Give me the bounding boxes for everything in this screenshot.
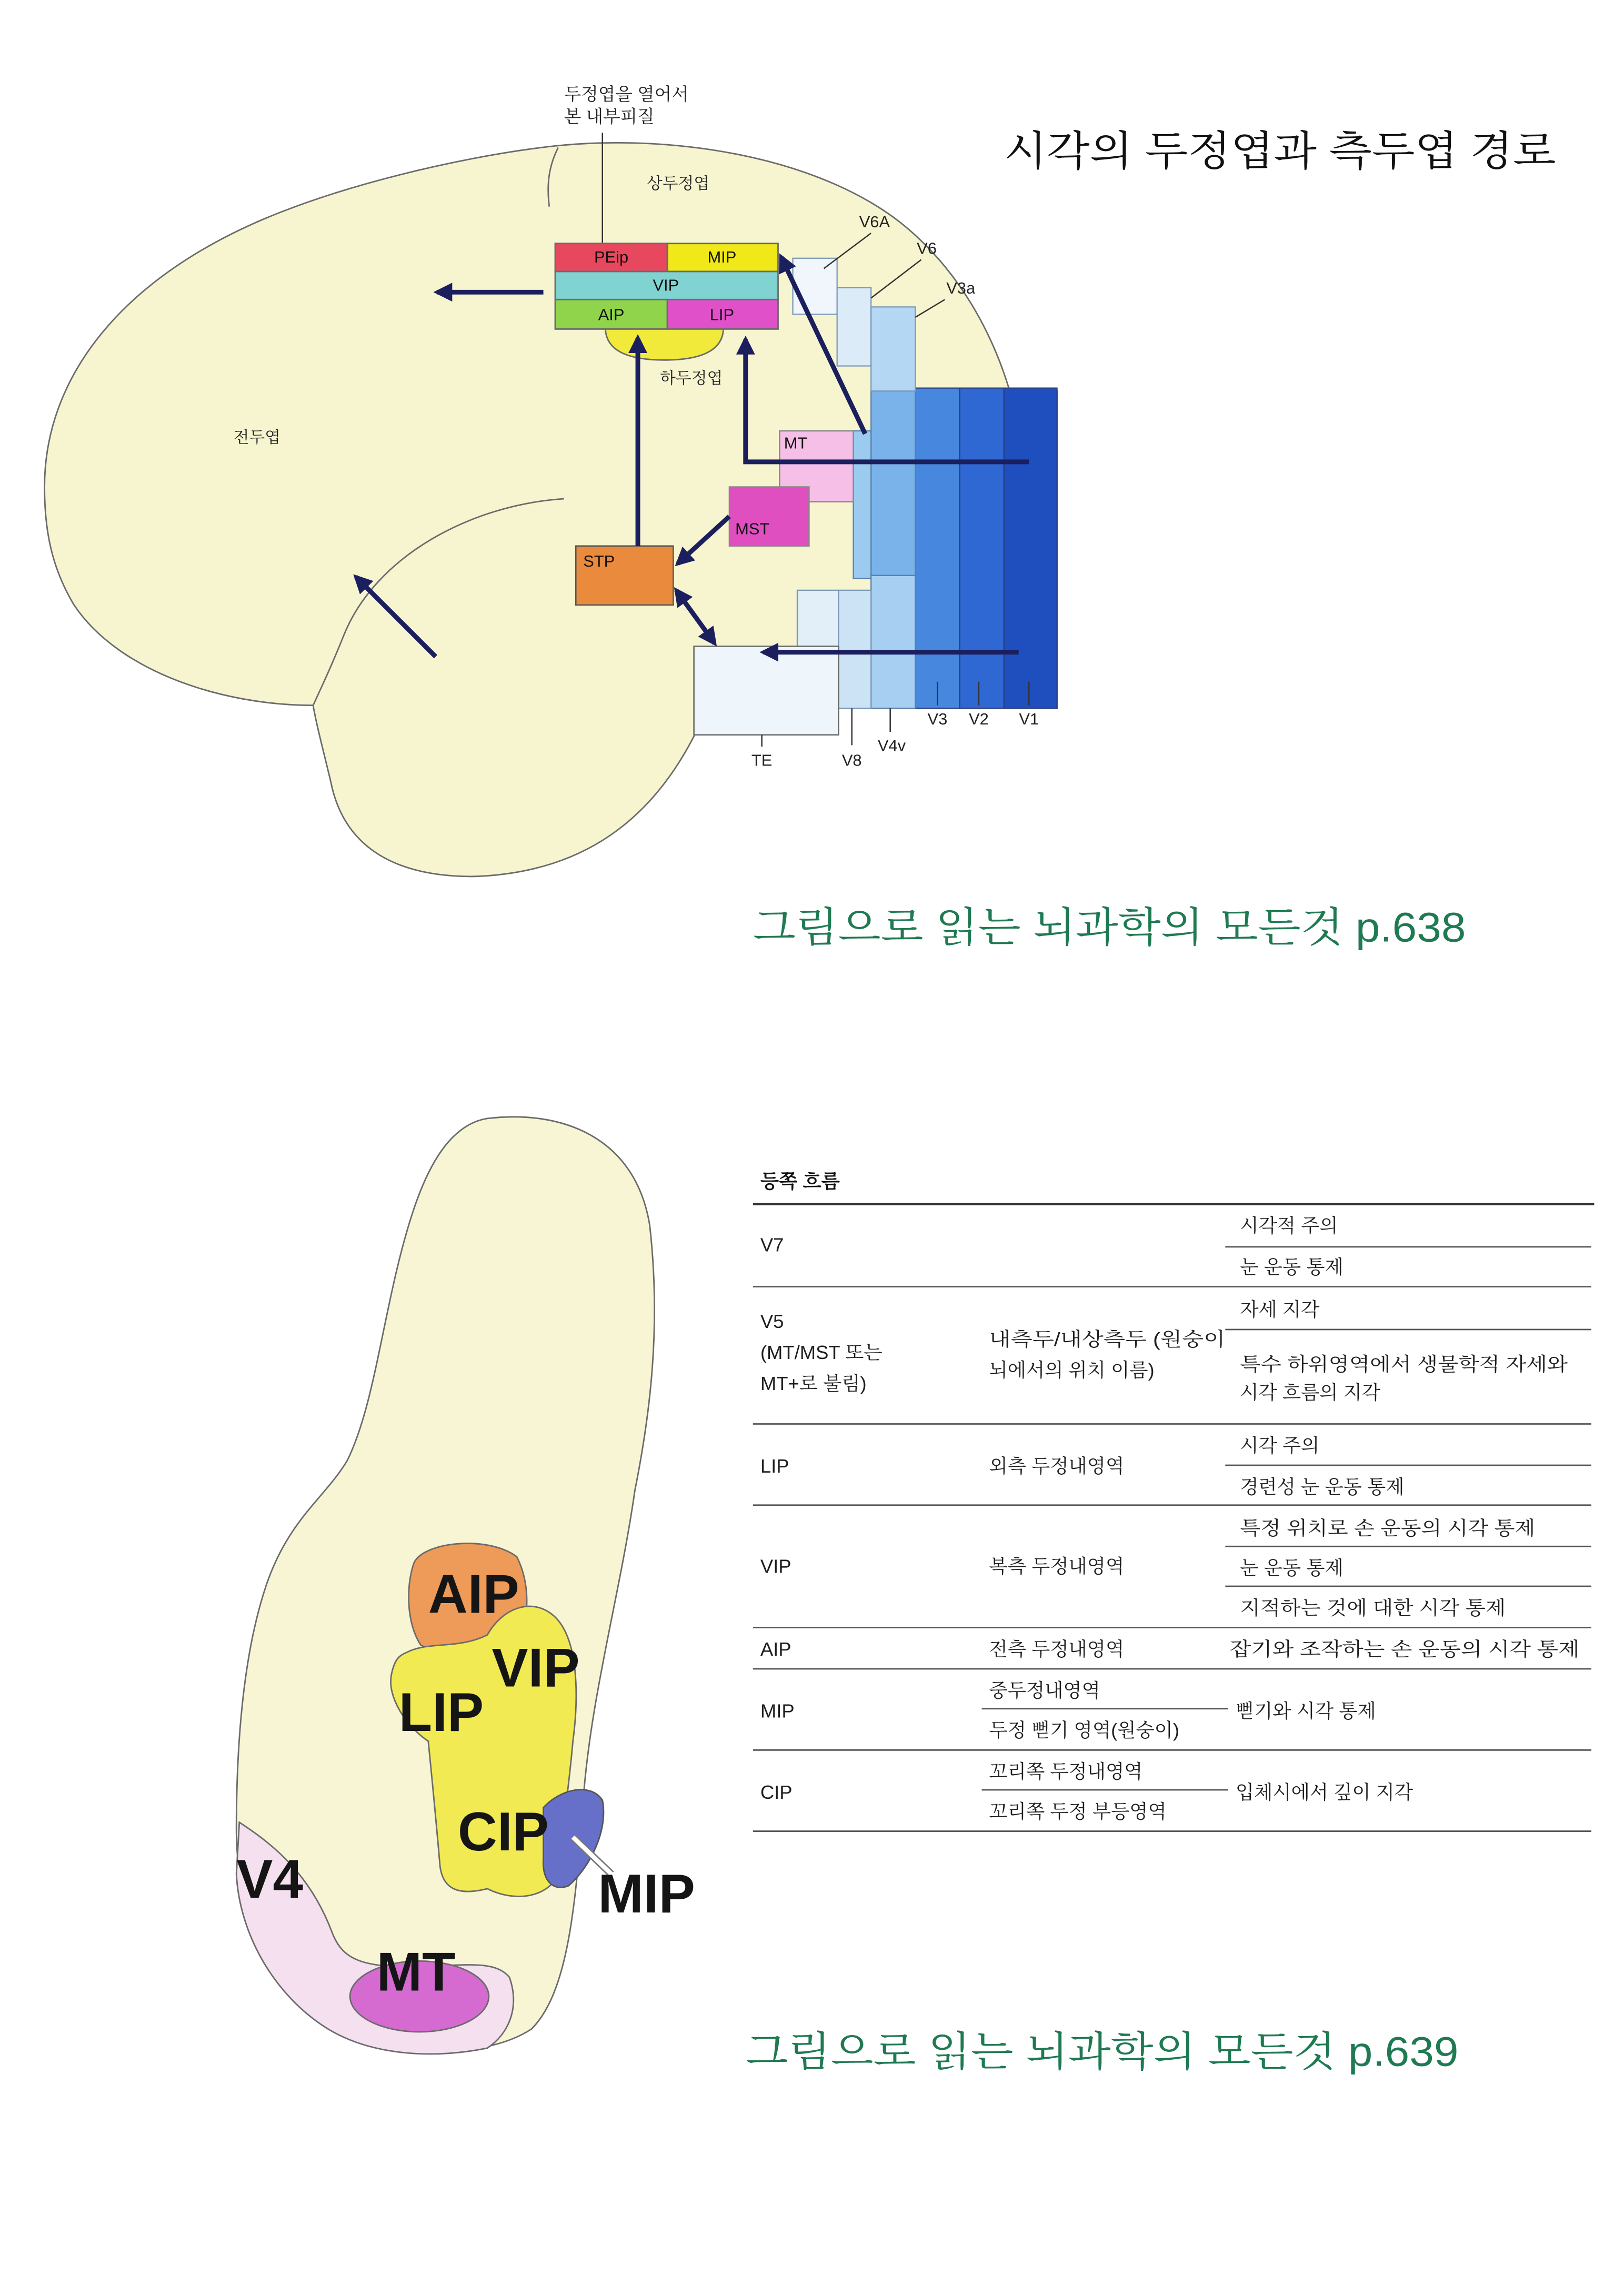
block-v6 — [837, 288, 871, 366]
table-cell-area: V7 — [760, 1234, 784, 1256]
table-cell-name: 외측 두정내영역 — [989, 1455, 1125, 1477]
block-v2 — [959, 388, 1004, 709]
table-cell-function: 자세 지각 — [1240, 1298, 1320, 1321]
table-cell-area: (MT/MST 또는 — [760, 1342, 883, 1364]
table-cell-name: 내측두/내상측두 (원숭이 — [989, 1328, 1226, 1350]
block-step — [854, 431, 871, 578]
table-cell-area: MT+로 불림) — [760, 1372, 867, 1394]
table-cell-name: 중두정내영역 — [989, 1679, 1100, 1701]
block-v3a-lower — [871, 391, 915, 576]
label-mip: MIP — [707, 248, 737, 267]
table-heading: 등쪽 흐름 — [760, 1170, 840, 1192]
region-label-v4: V4 — [236, 1848, 304, 1909]
label-stp: STP — [583, 551, 615, 570]
label-vip: VIP — [653, 276, 679, 295]
table-cell-area: AIP — [760, 1638, 791, 1660]
region-label-mip: MIP — [598, 1862, 695, 1924]
label-frontal-lobe: 전두엽 — [233, 428, 280, 447]
callout-line-1: 두정엽을 열어서 — [564, 85, 689, 105]
table-cell-area: MIP — [760, 1700, 795, 1722]
table-cell-function: 입체시에서 깊이 지각 — [1235, 1781, 1414, 1803]
table-cell-function: 눈 운동 통제 — [1240, 1256, 1344, 1278]
table-cell-area: CIP — [760, 1781, 793, 1803]
table-cell-function: 특수 하위영역에서 생물학적 자세와 — [1240, 1353, 1568, 1375]
region-label-aip: AIP — [428, 1563, 519, 1625]
label-peip: PEip — [594, 248, 629, 267]
box-te — [694, 646, 839, 734]
table-cell-name: 복측 두정내영역 — [989, 1555, 1125, 1577]
table-cell-function: 시각적 주의 — [1240, 1214, 1338, 1236]
label-lip: LIP — [709, 305, 735, 324]
table-cell-area: V5 — [760, 1311, 784, 1333]
table-cell-name: 꼬리쪽 두정내영역 — [989, 1760, 1143, 1783]
table-cell-name: 두정 뻗기 영역(원숭이) — [989, 1719, 1180, 1741]
label-v6: V6 — [917, 239, 937, 258]
table-cell-name: 전측 두정내영역 — [989, 1638, 1125, 1660]
block-v3a — [871, 307, 915, 391]
label-v2: V2 — [969, 710, 989, 729]
region-label-vip: VIP — [492, 1637, 580, 1698]
label-v1: V1 — [1019, 710, 1039, 729]
block-v8 — [838, 590, 871, 708]
table-cell-name: 꼬리쪽 두정 부등영역 — [989, 1800, 1167, 1822]
region-label-lip: LIP — [398, 1681, 484, 1743]
block-ventral-light — [797, 590, 839, 649]
label-aip: AIP — [598, 305, 625, 324]
label-mt: MT — [784, 434, 808, 452]
label-v6a: V6A — [859, 212, 890, 231]
block-v1 — [1004, 388, 1057, 709]
label-v4v: V4v — [877, 736, 906, 755]
table-cell-function: 특정 위치로 손 운동의 시각 통제 — [1240, 1517, 1536, 1539]
label-mst: MST — [735, 519, 770, 538]
region-label-cip: CIP — [457, 1801, 549, 1862]
label-inferior-parietal: 하두정엽 — [660, 369, 723, 388]
table-cell-function: 시각 흐름의 지각 — [1240, 1381, 1381, 1403]
table-cell-function: 지적하는 것에 대한 시각 통제 — [1240, 1597, 1506, 1619]
table-cell-area: VIP — [760, 1555, 791, 1577]
region-label-mt: MT — [376, 1941, 456, 2002]
table-cell-function: 눈 운동 통제 — [1240, 1557, 1344, 1579]
figure-2-caption: 그림으로 읽는 뇌과학의 모든것 p.639 — [745, 2028, 1459, 2075]
table-cell-function: 시각 주의 — [1240, 1434, 1320, 1456]
callout-line-2: 본 내부피질 — [564, 107, 655, 127]
label-v3a: V3a — [946, 279, 976, 298]
table-cell-function: 뻗기와 시각 통제 — [1235, 1700, 1376, 1722]
label-v3: V3 — [927, 710, 948, 729]
table-cell-function: 경련성 눈 운동 통제 — [1240, 1476, 1405, 1498]
label-v8: V8 — [841, 751, 862, 770]
table-cell-function: 잡기와 조작하는 손 운동의 시각 통제 — [1229, 1638, 1580, 1660]
block-v4v — [871, 576, 915, 708]
block-v3 — [915, 388, 959, 709]
label-te: TE — [751, 751, 773, 770]
table-cell-name: 뇌에서의 위치 이름) — [989, 1359, 1155, 1381]
table-cell-area: LIP — [760, 1455, 789, 1477]
label-superior-parietal: 상두정엽 — [646, 174, 710, 193]
figure-1-caption: 그림으로 읽는 뇌과학의 모든것 p.638 — [753, 904, 1466, 951]
page-title: 시각의 두정엽과 측두엽 경로 — [1004, 128, 1556, 175]
block-v6a — [793, 258, 837, 315]
